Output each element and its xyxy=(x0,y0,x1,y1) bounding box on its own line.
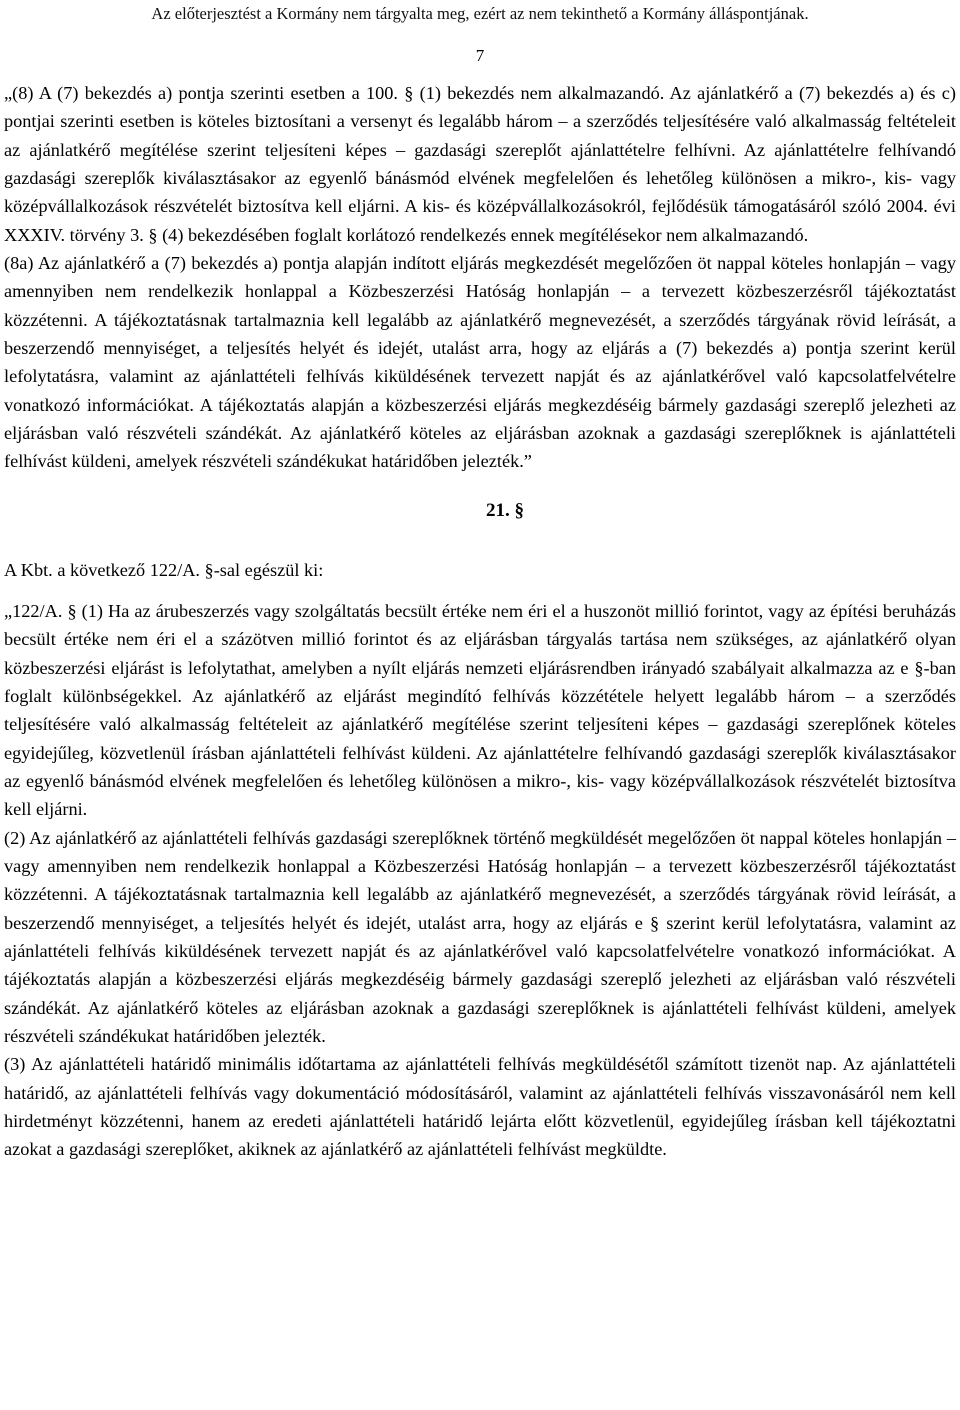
page-header-disclaimer: Az előterjesztést a Kormány nem tárgyalta meg, ezért az nem tekinthető a Kormány álláspontjának. xyxy=(151,4,809,23)
paragraph-122a-2: (2) Az ajánlatkérő az ajánlattételi felhívás gazdasági szereplőknek történő megküldését megelőzően öt nappal köteles honlapján – vagy amennyiben nem rendelkezik honlappal a Közbeszerzési Hatóság honlapján – a tervezett közbeszerzésről tájékoztatást közzétenni. A tájékoztatásnak tartalmaznia kell legalább az ajánlatkérő megnevezését, a szerződés tárgyának rövid leírását, a beszerzendő mennyiséget, a teljesítés helyét és idejét, utalást arra, hogy az eljárás e § szerint kerül lefolytatásra, valamint az ajánlattételi felhívás kiküldésének tervezett napját és az ajánlatkérővel való kapcsolatfelvételre vonatkozó információkat. A tájékoztatás alapján a közbeszerzési eljárás megkezdéséig bármely gazdasági szereplő jelezheti az eljárásban való részvételi szándékát. Az ajánlatkérő köteles az eljárásban azoknak a gazdasági szereplőknek is ajánlattételi felhívást küldeni, amelyek részvételi szándékukat határidőben jelezték. xyxy=(4,827,956,1046)
section-intro: A Kbt. a következő 122/A. §-sal egészül ki: xyxy=(4,560,324,581)
section-block xyxy=(4,497,956,585)
section-number: 21. § xyxy=(486,499,524,521)
paragraph-8a: (8a) Az ajánlatkérő a (7) bekezdés a) pontja alapján indított eljárás megkezdését megelőzően öt nappal köteles honlapján – vagy amennyiben nem rendelkezik honlappal a Közbeszerzési Hatóság honlapján – a tervezett közbeszerzésről tájékoztatást közzétenni. A tájékoztatásnak tartalmaznia kell legalább az ajánlatkérő megnevezését, a szerződés tárgyának rövid leírását, a beszerzendő mennyiséget, a teljesítés helyét és idejét, utalást arra, hogy az eljárás a (7) bekezdés a) pontja szerint kerül lefolytatásra, valamint az ajánlattételi felhívás kiküldésének tervezett napját és az ajánlatkérővel való kapcsolatfelvételre vonatkozó információkat. A tájékoztatás alapján a közbeszerzési eljárás megkezdéséig bármely gazdasági szereplő jelezheti az eljárásban való részvételi szándékát. Az ajánlatkérő köteles az eljárásban azoknak a gazdasági szereplőknek is ajánlattételi felhívást küldeni, amelyek részvételi szándékukat határidőben jelezték.” xyxy=(4,253,956,472)
page-number: 7 xyxy=(475,46,485,65)
paragraph-122a-3: (3) Az ajánlattételi határidő minimális időtartama az ajánlattételi felhívás megküldésétől számított tizenöt nap. Az ajánlattételi határidő, az ajánlattételi felhívás vagy dokumentáció módosításáról, valamint az ajánlattételi felhívás visszavonásáról nem kell hirdetményt közzétenni, hanem az eredeti ajánlattételi határidő lejárta előtt közvetlenül, egyidejűleg írásban kell tájékoztatni azokat a gazdasági szereplőket, akiknek az ajánlatkérő az ajánlattételi felhívást megküldte. xyxy=(4,1054,956,1160)
paragraph-8: „(8) A (7) bekezdés a) pontja szerinti esetben a 100. § (1) bekezdés nem alkalmazandó. Az ajánlatkérő a (7) bekezdés a) és c) pontjai szerinti esetben is köteles biztosítani a versenyt és legalább három – a szerződés teljesítésére való alkalmasság feltételeit az ajánlatkérő megítélése szerint teljesíteni képes – gazdasági szereplőt ajánlattételre felhívni. Az ajánlattételre felhívandó gazdasági szereplők kiválasztásakor az egyenlő bánásmód elvének megfelelően és lehetőleg különösen a mikro-, kis- vagy középvállalkozások részvételét biztosítva kell eljárni. A kis- és középvállalkozásokról, fejlődésük támogatásáról szóló 2004. évi XXXIV. törvény 3. § (4) bekezdésében foglalt korlátozó rendelkezés ennek megítélésekor nem alkalmazandó. xyxy=(4,83,956,245)
paragraph-122a-1: „122/A. § (1) Ha az árubeszerzés vagy szolgáltatás becsült értéke nem éri el a huszonöt millió forintot, vagy az építési beruházás becsült értéke nem éri el a százötven millió forintot és az eljárásban tárgyalás tartása nem szükséges, az ajánlatkérő olyan közbeszerzési eljárást is lefolytathat, amelyben a nyílt eljárás nemzeti eljárásrendben irányadó szabályait alkalmazza az e §-ban foglalt különbségekkel. Az ajánlatkérő az eljárást megindító felhívás közzététele helyett legalább három – a szerződés teljesítésére való alkalmasság feltételeit az ajánlatkérő megítélése szerint teljesíteni képes – gazdasági szereplőnek köteles egyidejűleg, közvetlenül írásban ajánlattételi felhívást küldeni. Az ajánlattételre felhívandó gazdasági szereplők kiválasztásakor az egyenlő bánásmód elvének megfelelően és lehetőleg különösen a mikro-, kis- vagy középvállalkozások részvételét biztosítva kell eljárni. xyxy=(4,600,956,820)
document-body xyxy=(4,79,956,1164)
